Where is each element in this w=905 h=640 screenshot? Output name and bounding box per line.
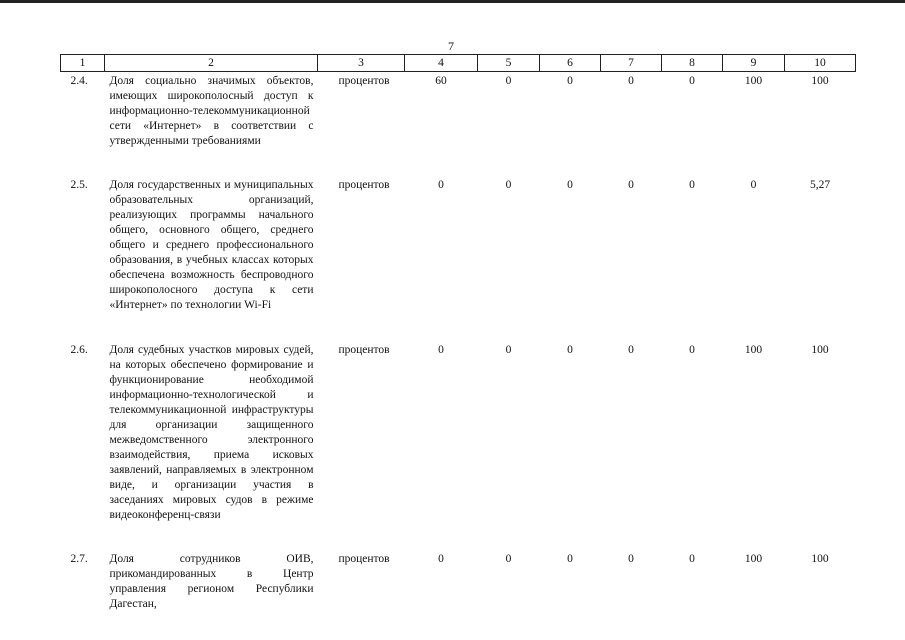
table-row (61, 176, 856, 341)
row-description: Доля сотрудников ОИВ, прикомандированных в Центр управления регионом Республики Дагестан, (109, 552, 314, 610)
col-header: 6 (540, 55, 601, 72)
row-value: 0 (505, 343, 512, 356)
row-value: 0 (689, 552, 695, 565)
row-value: 60 (435, 75, 447, 87)
row-number: 2.7. (70, 552, 88, 565)
table-row (61, 72, 856, 176)
row-unit: процентов (338, 343, 390, 356)
row-value: 0 (567, 178, 573, 191)
row-value: 0 (628, 343, 634, 356)
row-number: 2.6. (70, 343, 88, 356)
row-value: 0 (438, 552, 444, 565)
page-number: 7 (448, 39, 454, 53)
row-value: 100 (744, 343, 763, 356)
col-header: 5 (478, 55, 540, 72)
col-header: 1 (61, 55, 105, 72)
row-value: 0 (750, 178, 757, 191)
row-value: 0 (628, 178, 634, 191)
row-value: 0 (505, 552, 512, 565)
scan-top-border (0, 0, 905, 3)
col-header: 4 (405, 55, 478, 72)
row-value: 5,27 (809, 178, 831, 191)
table-row (61, 341, 856, 550)
col-header: 3 (318, 55, 405, 72)
row-description: Доля государственных и муниципальных образовательных организаций, реализующих программы начального общего, основного общего, среднего общего и среднего профессионального образования, в учебных классах которых обеспечена возможность беспроводного широкополосного доступа к сети «Интернет» по технологии Wi-Fi (109, 178, 314, 311)
row-value: 0 (438, 343, 444, 356)
row-value: 0 (689, 343, 695, 356)
row-value: 0 (438, 178, 444, 191)
row-description: Доля судебных участков мировых судей, на которых обеспечено формирование и функционирование необходимой информационно-технологической и телекоммуникационной инфраструктуры для организации защищенного межведомственного электронного взаимодействия, приема исковых заявлений, направляемых в электронном виде, и организации участия в заседаниях мировых судов в режиме видеоконференц-связи (109, 343, 314, 521)
row-value: 100 (811, 552, 829, 565)
row-number: 2.5. (70, 178, 88, 191)
row-value: 0 (689, 75, 695, 87)
row-value: 0 (505, 178, 512, 191)
row-value: 0 (628, 75, 634, 87)
col-header: 9 (723, 55, 785, 72)
row-unit: процентов (338, 178, 390, 191)
row-value: 0 (567, 343, 573, 356)
row-value: 0 (628, 552, 634, 565)
row-number: 2.4. (70, 75, 88, 87)
row-value: 0 (689, 178, 695, 191)
indicator-table (60, 54, 856, 612)
col-header: 2 (105, 55, 318, 72)
col-header: 10 (785, 55, 856, 72)
table-row (61, 550, 856, 612)
row-unit: процентов (338, 75, 390, 87)
row-value: 100 (811, 343, 829, 356)
row-description: Доля социально значимых объектов, имеющих широкополосный доступ к информационно-телекоммуникационной сети «Интернет» в соответствии с утвержденными требованиями (109, 75, 314, 147)
col-header: 7 (601, 55, 662, 72)
row-value: 100 (811, 75, 829, 87)
row-value: 0 (505, 75, 512, 87)
row-unit: процентов (338, 552, 390, 565)
row-value: 0 (567, 552, 573, 565)
header-row (61, 55, 856, 72)
col-header: 8 (662, 55, 723, 72)
row-value: 0 (567, 75, 573, 87)
row-value: 100 (744, 552, 763, 565)
row-value: 100 (744, 75, 763, 87)
